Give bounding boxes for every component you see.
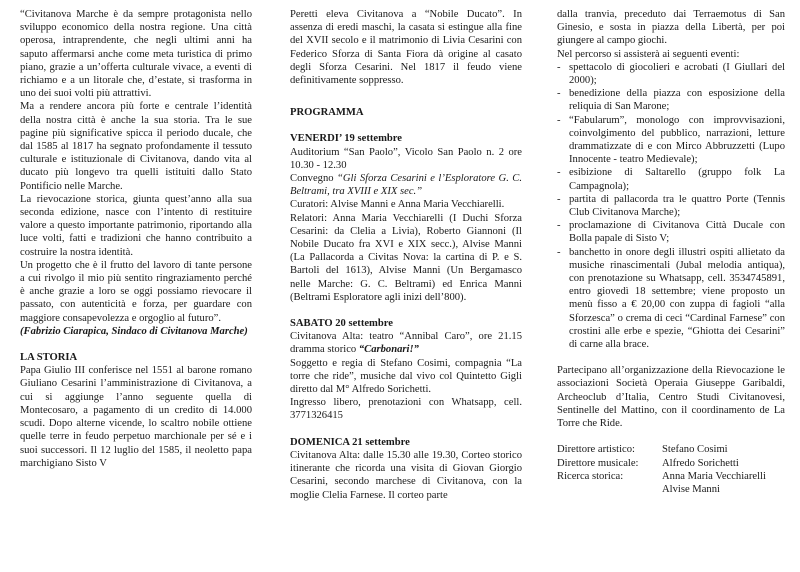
credit-name: Stefano Cosimi [662,444,728,456]
storia-continuation: Peretti eleva Civitanova a “Nobile Ducato”. In assenza di eredi maschi, la casata si estingue alla fine del XVII secolo e il matrimonio di Livia Cesarini con Federico Sforza di Santa Fiora dà origine al casato degli Sforza Cesarini. Nel 1817 il feudo viene definitivamente soppresso. [290,9,522,87]
list-item: - benedizione della piazza con esposizione della reliquia di San Marone; [557,87,785,113]
column-eventi [557,8,785,496]
credit-role: Direttore artistico: [557,444,635,456]
domenica-description: Civitanova Alta: dalle 15.30 alle 19.30, Corteo storico itinerante che ricorda una visita di Giovan Giorgio Cesarini, secondo marchese di Civitanova, con la moglie Clelia Farnese. Il corteo parte [290,449,522,501]
credit-role [557,483,662,496]
credit-row [557,470,785,483]
venerdi-location: Auditorium “San Paolo”, Vicolo San Paolo n. 2 ore 10.30 - 12.30 [290,146,522,171]
list-item: - banchetto in onore degli illustri ospiti allietato da musiche rinascimentali (Jubal melodia antiqua), con prenotazione su Whatsapp, cell. 3534745891, entro giovedì 18 settembre; viene proposto un menù fisso a € 20,00 con zuppa di fagioli “alla Sforzesca” o crema di ceci “Cardinal Farnese” con crostini alle erbe e spezie, “Ghiotta dei Cesarini” di carne alla brace. [557,246,785,352]
credit-row [557,443,785,456]
venerdi-date: VENERDI’ 19 settembre [290,133,402,145]
intro-paragraph-3: La rievocazione storica, giunta quest’anno alla sua seconda edizione, nasce con l’intento di restituire valore a questo importante patrimonio, riportando alla luce volti, fatti e tradizioni che hanno contribuito a costruire la nostra identità. [20,193,252,258]
sabato-title: “Carbonari!” [358,344,419,356]
intro-paragraph-2: Ma a rendere ancora più forte e centrale l’identità della nostra città è anche la sua storia. Tra le sue pagine più significative spicca il periodo ducale, che dal 1585 al 1817 ha segnato profondamente il tessuto culturale e istituzionale di Civitanova, dando vita al ducato più longevo tra quelli istituiti dallo Stato Pontificio nelle Marche. [20,101,252,192]
partecipano-paragraph: Partecipano all’organizzazione della Rievocazione le associazioni Società Operaia Giuseppe Garibaldi, Archeoclub d’Italia, Centro Studi Civitanovesi, Sentinelle del Mattino, con il coordinamento de La Torre che Ride. [557,365,785,430]
convegno-prefix: Convegno [290,173,337,185]
sabato-line1: Civitanova Alta: teatro “Annibal Caro”, ore 21.15 dramma storico [290,331,522,356]
sabato-details: Soggetto e regia di Stefano Cosimi, compagnia “La torre che ride”, musiche dal vivo col Quintetto Gigli diretto dal M° Alfredo Sorichetti. [290,357,522,396]
mayor-signature: (Fabrizio Ciarapica, Sindaco di Civitanova Marche) [20,325,248,337]
list-item: - esibizione di Saltarello (gruppo folk La Campagnola); [557,166,785,192]
credit-row [557,483,785,496]
list-item: - partita di pallacorda tra le quattro Porte (Tennis Club Civitanova Marche); [557,193,785,219]
programma-heading: PROGRAMMA [290,107,364,119]
list-item: - proclamazione di Civitanova Città Ducale con Bolla papale di Sisto V; [557,219,785,245]
events-list [557,61,785,351]
sabato-booking: Ingresso libero, prenotazioni con Whatsapp, cell. 3771326415 [290,397,522,422]
intro-paragraph-4: Un progetto che è il frutto del lavoro di tante persone a cui rivolgo il mio più sentito ringraziamento perché è anche grazie a loro se oggi possiamo rievocare il passato, con autenticità e forza, per guardare con maggiore consapevolezza e orgoglio al futuro”. [20,259,252,324]
credit-name: Alfredo Sorichetti [662,457,739,469]
sabato-date: SABATO 20 settembre [290,318,393,330]
intro-paragraph-1: “Civitanova Marche è da sempre protagonista nello sviluppo economico della nostra regione. Una città operosa, intraprendente, che negli ultimi anni ha saputo affermarsi anche come meta turistica di primo piano, grazie a un’offerta culturale vivace, a eventi di richiamo e a un litorale che, d’estate, si trasforma in uno dei suoi volti più attrattivi. [20,9,252,100]
credit-role: Direttore musicale: [557,457,639,469]
storia-paragraph: Papa Giulio III conferisce nel 1551 al barone romano Giuliano Cesarini l’amministrazione di Civitanova, a cui si aggiunge l’anno seguente quella di Montecosaro, a pagamento di un credito di 14.000 scudi. Dopo alterne vicende, lo scaltro nobile ottiene quelle terre in feudo perpetuo marchionale per sé e i suoi successori. Il 12 luglio del 1585, il neoletto papa marchigiano Sisto V [20,365,252,469]
list-item: - “Fabularum”, monologo con improvvisazioni, coinvolgimento del pubblico, narrazioni, letture drammatizzate di e con Mirco Abbruzzetti (Lupo Innocente - teatro Medievale); [557,114,785,167]
domenica-continuation: dalla tranvia, preceduto dai Terraemotus di San Ginesio, e sosta in piazza della Libertà, per poi giungere al campo giochi. [557,9,785,47]
credit-row [557,457,785,470]
credit-name: Alvise Manni [662,483,720,495]
column-programma [290,8,522,502]
credit-name: Anna Maria Vecchiarelli [662,470,766,482]
list-item: - spettacolo di giocolieri e acrobati (I Giullari del 2000); [557,61,785,87]
credit-role: Ricerca storica: [557,470,624,482]
venerdi-convegno [290,172,522,198]
credits [557,443,785,496]
domenica-date: DOMENICA 21 settembre [290,436,410,448]
sabato-location [290,330,522,356]
storia-heading: LA STORIA [20,352,78,364]
venerdi-relatori: Relatori: Anna Maria Vecchiarelli (I Duchi Sforza Cesarini: da Clelia a Livia), Roberto Giannoni (Il Nobile Ducato fra XVI e XIX secc.), Alvise Manni (La Pallacorda a Civitas Nova: la cartina di P. e S. Bartoli del 1613), Alvise Manni (Un Bergamasco nelle Marche: G. C. Beltrami) ed Enrica Manni (Beltrami Esploratore agli inizi dell’800). [290,212,522,303]
venerdi-curatori: Curatori: Alvise Manni e Anna Maria Vecchiarelli. [290,199,505,211]
convegno-title: “Gli Sforza Cesarini e l’Esploratore G. C. Beltrami, tra XVIII e XIX sec.” [290,173,522,198]
column-intro [20,8,252,470]
eventi-intro: Nel percorso si assisterà ai seguenti eventi: [557,48,740,60]
